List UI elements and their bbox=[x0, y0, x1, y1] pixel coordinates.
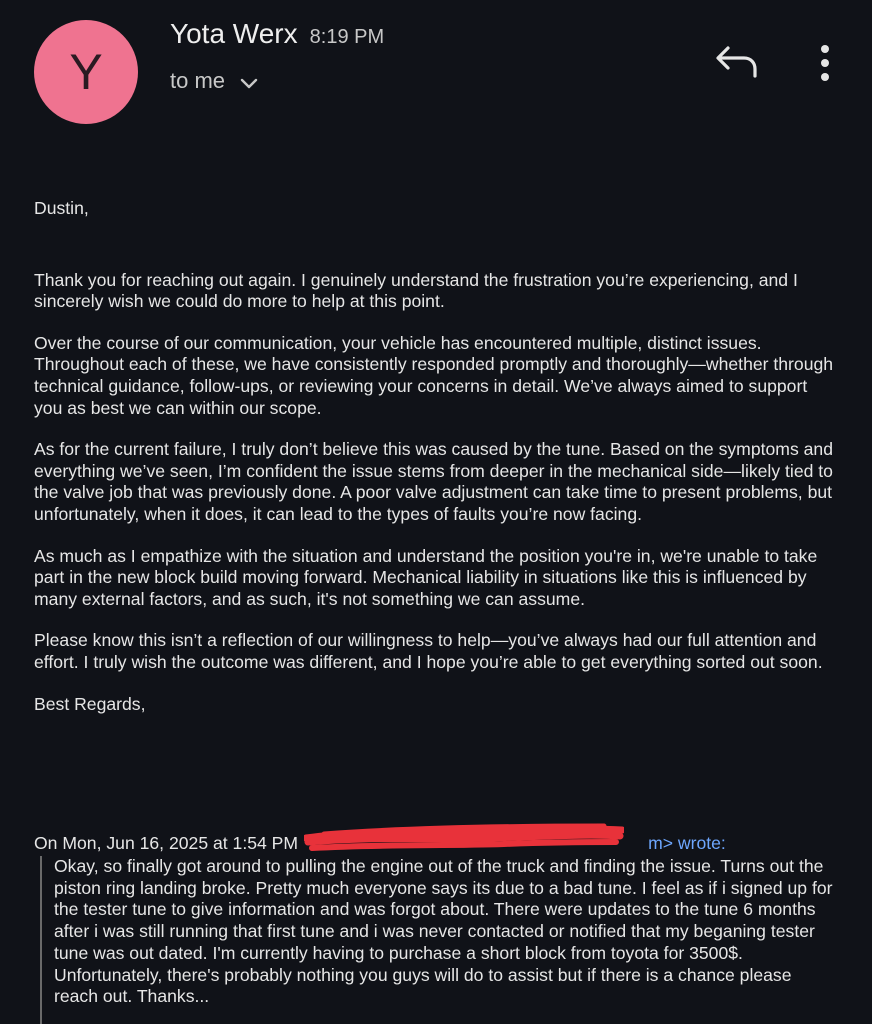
paragraph-4: As much as I empathize with the situation and understand the position you're in, we're unable to take part in the new block build moving forward. Mechanical liability in situations like this is influenced by many external factors, and as such, it's not something we can assume. bbox=[34, 545, 818, 609]
message-time: 8:19 PM bbox=[309, 26, 385, 48]
quoted-message bbox=[40, 856, 840, 1024]
quoted-body: Okay, so finally got around to pulling the engine out of the truck and finding the issue. Turns out the piston ring landing broke. Pretty much everyone says its due to a bad tune. I feel as if i signed up for the tester tune to give information and was forgot about. There were updates to the tune 6 months after i was still running that first tune and i was never contacted or notified that my beganing tester tune was out dated. I'm currently having to purchase a short block from toyota for 3500$. Unfortunately, there's probably nothing you guys will do to assist but if there is a chance please reach out. Thanks... bbox=[54, 856, 833, 1007]
recipient-label: to me bbox=[170, 68, 226, 93]
paragraph-3: As for the current failure, I truly don’t believe this was caused by the tune. Based on the symptoms and everything we’ve seen, I’m confident the issue stems from deeper in the mechanical side—likely tied to the valve job that was previously done. A poor valve adjustment can take time to present problems, but unfortunately, when it does, it can lead to the types of faults you’re now facing. bbox=[34, 439, 833, 524]
paragraph-2: Over the course of our communication, your vehicle has encountered multiple, distinct issues. Throughout each of these, we have consistently responded promptly and thoroughly—whether through technical guidance, follow-ups, or reviewing your concerns in detail. We’ve always aimed to support you as best we can within our scope. bbox=[34, 332, 834, 418]
signoff: Best Regards, bbox=[34, 693, 146, 714]
sender-line bbox=[170, 18, 384, 50]
sender-avatar[interactable] bbox=[34, 20, 138, 124]
email-body bbox=[34, 198, 840, 765]
chevron-down-icon bbox=[239, 74, 259, 94]
quote-header-suffix: m> wrote: bbox=[648, 833, 726, 853]
greeting: Dustin, bbox=[34, 198, 89, 218]
avatar-letter: Y bbox=[69, 44, 103, 100]
redaction-scribble bbox=[304, 820, 624, 860]
quote-header-prefix: On Mon, Jun 16, 2025 at 1:54 PM bbox=[34, 833, 299, 853]
reply-icon[interactable] bbox=[714, 42, 760, 82]
sender-name[interactable]: Yota Werx bbox=[170, 18, 298, 49]
paragraph-5: Please know this isn’t a reflection of our willingness to help—you’ve always had our full attention and effort. I truly wish the outcome was different, and I hope you’re able to get everything sorted out soon. bbox=[34, 630, 823, 672]
more-vert-icon[interactable] bbox=[812, 40, 838, 86]
paragraph-1: Thank you for reaching out again. I genuinely understand the frustration you’re experiencing, and I sincerely wish we could do more to help at this point. bbox=[34, 269, 798, 312]
recipient-toggle[interactable] bbox=[170, 68, 259, 94]
